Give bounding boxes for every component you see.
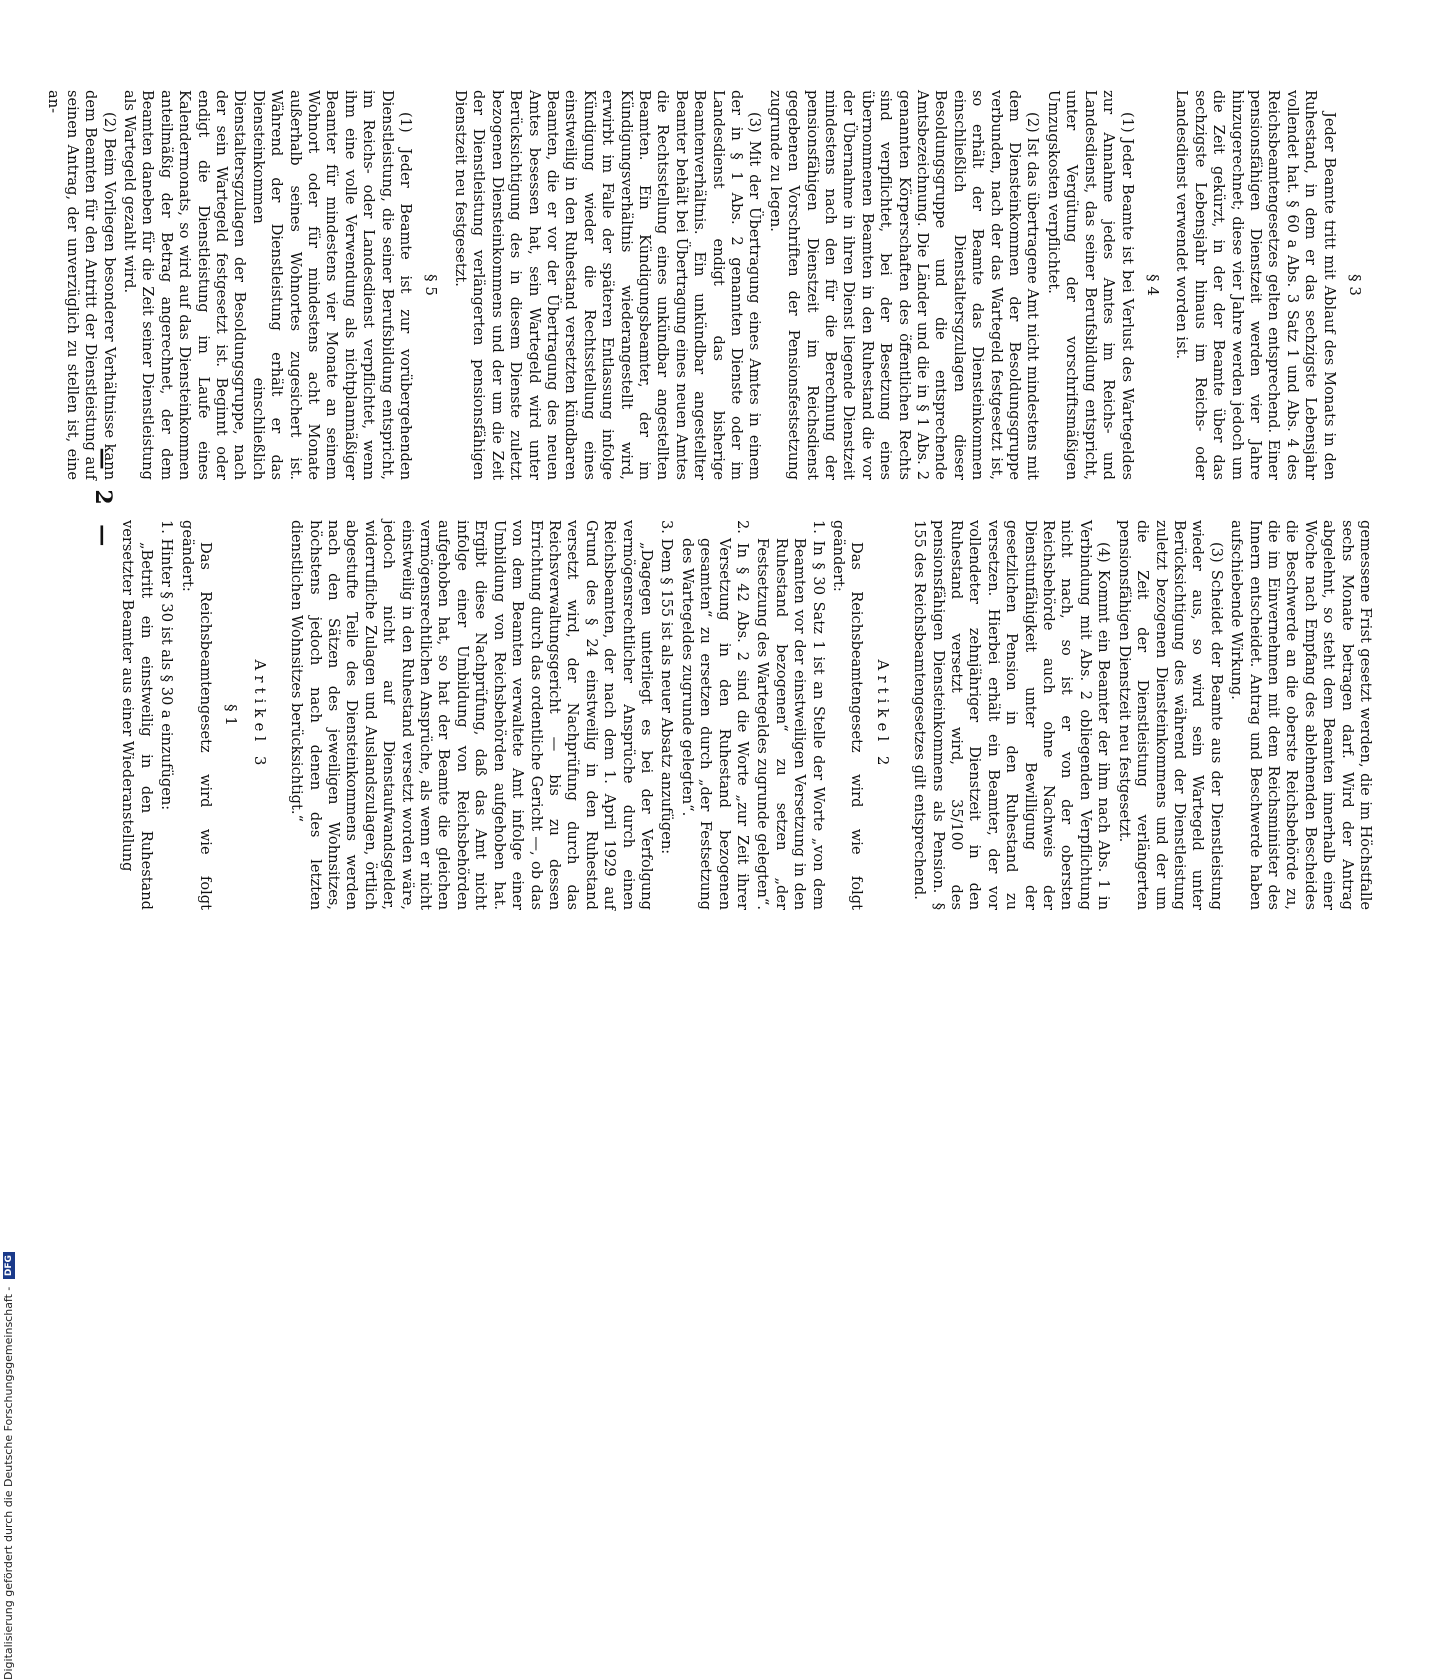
article-2-item-2: 2. In § 42 Abs. 2 sind die Worte „zur Zeit ihrer Versetzung in den Ruhestand bezogenen gesamten“ zu ersetzen durch „der Festsetzung des Wartegeldes zugrunde gelegten“. (678, 520, 751, 910)
section-5-heading: § 5 (422, 274, 441, 296)
section-5-paragraph-4: (4) Kommt ein Beamter der ihm nach Abs. 1 in Verbindung mit Abs. 2 obliegenden Verpflichtung nicht nach, so ist er von der obersten Reichsbehörde auch ohne Nachweis der Dienstunfähigkeit unter Bewilligung der gesetzlichen Pension in den Ruhestand zu versetzen. Hierbei erhält ein Beamter, der vor vollendeter zehnjähriger Dienstzeit in den Ruhestand versetzt wird, 35/100 des pensionsfähigen Diensteinkommens als Pension. § 155 des Reichsbeamtengesetzes gilt entsprechend. (911, 520, 1113, 910)
article-2-item-3: 3. Dem § 155 ist als neuer Absatz anzufügen: (658, 520, 676, 855)
article-2-heading: Artikel 2 (873, 659, 892, 771)
footer (2, 990, 22, 1680)
left-column (42, 90, 1374, 480)
article-2-intro: Das Reichsbeamtengesetz wird wie folgt geändert: (830, 520, 866, 910)
section-5-paragraph-1: (1) Jeder Beamte ist zur vorübergehenden Dienstleistung, die seiner Berufsbildung entspricht, im Reichs- oder Landesdienst verpflichtet, wenn ihm eine volle Verwendung als nichtplanmäßiger Beamter für mindestens vier Monate an seinem Wohnort oder für mindestens acht Monate außerhalb seines Wohnortes zugesichert ist. Während der Dienstleistung erhält er das Diensteinkommen einschließlich Dienstaltersgzulagen der Besoldungsgruppe, nach der sein Wartegeld festgesetzt ist. Beginnt oder endigt die Dienstleistung im Laufe eines Kalendermonats, so wird auf das Diensteinkommen anteilmäßig der Betrag angerechnet, der dem Beamten daneben für die Zeit seiner Dienstleistung als Wartegeld gezahlt wird. (121, 90, 415, 480)
section-4-paragraph-2: (2) Ist das übertragene Amt nicht mindestens mit dem Diensteinkommen der Besoldungsgruppe verbunden, nach der das Wartegeld festgesetzt ist, so erhält der Beamte das Diensteinkommen einschließlich Dienstaltersgzulagen dieser Besoldungsgruppe und die entsprechende Amtsbezeichnung. Die Länder und die in § 1 Abs. 2 genannten Körperschaften des öffentlichen Rechts sind verpflichtet, bei der Besetzung eines übernommenen Beamten in den Ruhestand die vor der Übernahme in ihren Dienst liegende Dienstzeit mindestens nach den für die Berechnung der pensionsfähigen Dienstzeit im Reichsdienst gegebenen Vorschriften der Pensionsfestsetzung zugrunde zu legen. (766, 90, 1042, 480)
section-4-paragraph-1: (1) Jeder Beamte ist bei Verlust des Wartegeldes zur Annahme jedes Amtes im Reichs- und Landesdienst, das seiner Berufsbildung entspricht, unter Vergütung der vorschriftsmäßigen Umzugskosten verpflichtet. (1044, 90, 1136, 480)
article-2-quote: „Dagegen unterliegt es bei der Verfolgung vermögensrechtlicher Ansprüche durch einen Reichsbeamten, der nach dem 1. April 1929 auf Grund des § 24 einstweilig in den Ruhestand versetzt wird, der Nachprüfung durch das Reichsverwaltungsgericht — bis zu dessen Errichtung durch das ordentliche Gericht —, ob das von dem Beamten verwaltete Amt infolge einer Umbildung von Reichsbehörden aufgehoben hat. Ergibt diese Nachprüfung, daß das Amt nicht infolge einer Umbildung von Reichsbehörden aufgehoben hat, so hat der Beamte die gleichen vermögensrechtlichen Ansprüche, als wenn er nicht einstweilig in den Ruhestand versetzt worden wäre, jedoch nicht auf Dienstaufwandsgelder, widerrufliche Zulagen und Auslandszulagen, örtlich abgestufte Teile des Diensteinkommens werden nach den Sätzen des jeweiligen Wohnsitzes, höchstens jedoch nach denen des letzten dienstlichen Wohnsitzes berücksichtigt.“ (288, 520, 655, 910)
article-3-quote: „Betritt ein einstweilig in den Ruhestand versetzter Beamter aus einer Wiederanstellung (119, 520, 155, 910)
article-3-heading: Artikel 3 (250, 659, 269, 771)
right-column (116, 520, 1374, 910)
credit-text: Digitalisierung gefördert durch die Deutsche Forschungsgemeinschaft - (2, 1286, 15, 1680)
continued-paragraph: gemessene Frist gesetzt werden, die im Höchstfalle sechs Monate betragen darf. Wird der Antrag abgelehnt, so steht dem Beamten innerhalb einer Woche nach Empfang des ablehnenden Bescheides die Beschwerde an die oberste Reichsbehörde zu, die im Einvernehmen mit dem Reichsminister des Innern entscheidet. Antrag und Beschwerde haben aufschiebende Wirkung. (1228, 520, 1374, 910)
section-3-paragraph: Jeder Beamte tritt mit Ablauf des Monats in den Ruhestand, in dem er das sechzigste Lebensjahr vollendet hat. § 60 a Abs. 3 Satz 1 und Abs. 4 des Reichsbeamtengesetzes gelten entsprechend. Einer pensionsfähigen Dienstzeit werden vier Jahre hinzugerechnet; diese vier Jahre werden jedoch um die Zeit gekürzt, in der der Beamte über das sechzigste Lebensjahr hinaus im Reichs- oder Landesdienst verwendet worden ist. (1173, 90, 1338, 480)
section-4-paragraph-3: (3) Mit der Übertragung eines Amtes in einem der in § 1 Abs. 2 genannten Dienste oder im Landesdienst endigt das bisherige Beamtenverhältnis. Ein unkündbar angestellter Beamter behält bei Übertragung eines neuen Amtes die Rechtsstellung eines unkündbar angestellten Beamten. Ein Kündigungsbeamter, der im Kündigungsverhältnis wiederangestellt wird, erwirbt im Falle der späteren Entlassung infolge Kündigung wieder die Rechtsstellung eines einstweilig in den Ruhestand versetzten kündbaren Beamten, die er vor der Übertragung des neuen Amtes besessen hat, sein Wartegeld wird unter Berücksichtigung des in diesem Dienste zuletzt bezogenen Diensteinkommens und der um die Zeit der Dienstleistung verlängerten pensionsfähigen Dienstzeit neu festgesetzt. (451, 90, 764, 480)
article-2-item-1: 1. In § 30 Satz 1 ist an Stelle der Worte „von dem Beamten vor der einstweiligen Versetzung in den Ruhestand bezogenen“ zu setzen „der Festsetzung des Wartegeldes zugrunde gelegten“. (754, 520, 827, 910)
dfg-logo-icon: DFG (3, 1252, 15, 1279)
page-number: — 2 — (90, 447, 116, 553)
section-5-paragraph-2: (2) Beim Vorliegen besonderer Verhältnisse kann dem Beamten für den Antritt der Dienstleistung auf seinen Antrag, der unverzüglich zu stellen ist, eine an- (45, 90, 118, 480)
section-3-heading: § 3 (1346, 274, 1364, 296)
article-3-intro: Das Reichsbeamtengesetz wird wie folgt geändert: (178, 520, 215, 910)
article-3-section-1: § 1 (222, 704, 241, 726)
article-3-item-1: 1. Hinter § 30 ist als § 30 a einzufügen: (158, 520, 176, 811)
section-5-paragraph-3: (3) Scheidet der Beamte aus der Dienstleistung wieder aus, so wird sein Wartegeld unter Berücksichtigung des während der Dienstleistung zuletzt bezogenen Diensteinkommens und der um die Zeit der Dienstleistung verlängerten pensionsfähigen Dienstzeit neu festgesetzt. (1115, 520, 1225, 910)
digitization-credit (2, 1255, 15, 1680)
section-4-heading: § 4 (1143, 274, 1162, 296)
